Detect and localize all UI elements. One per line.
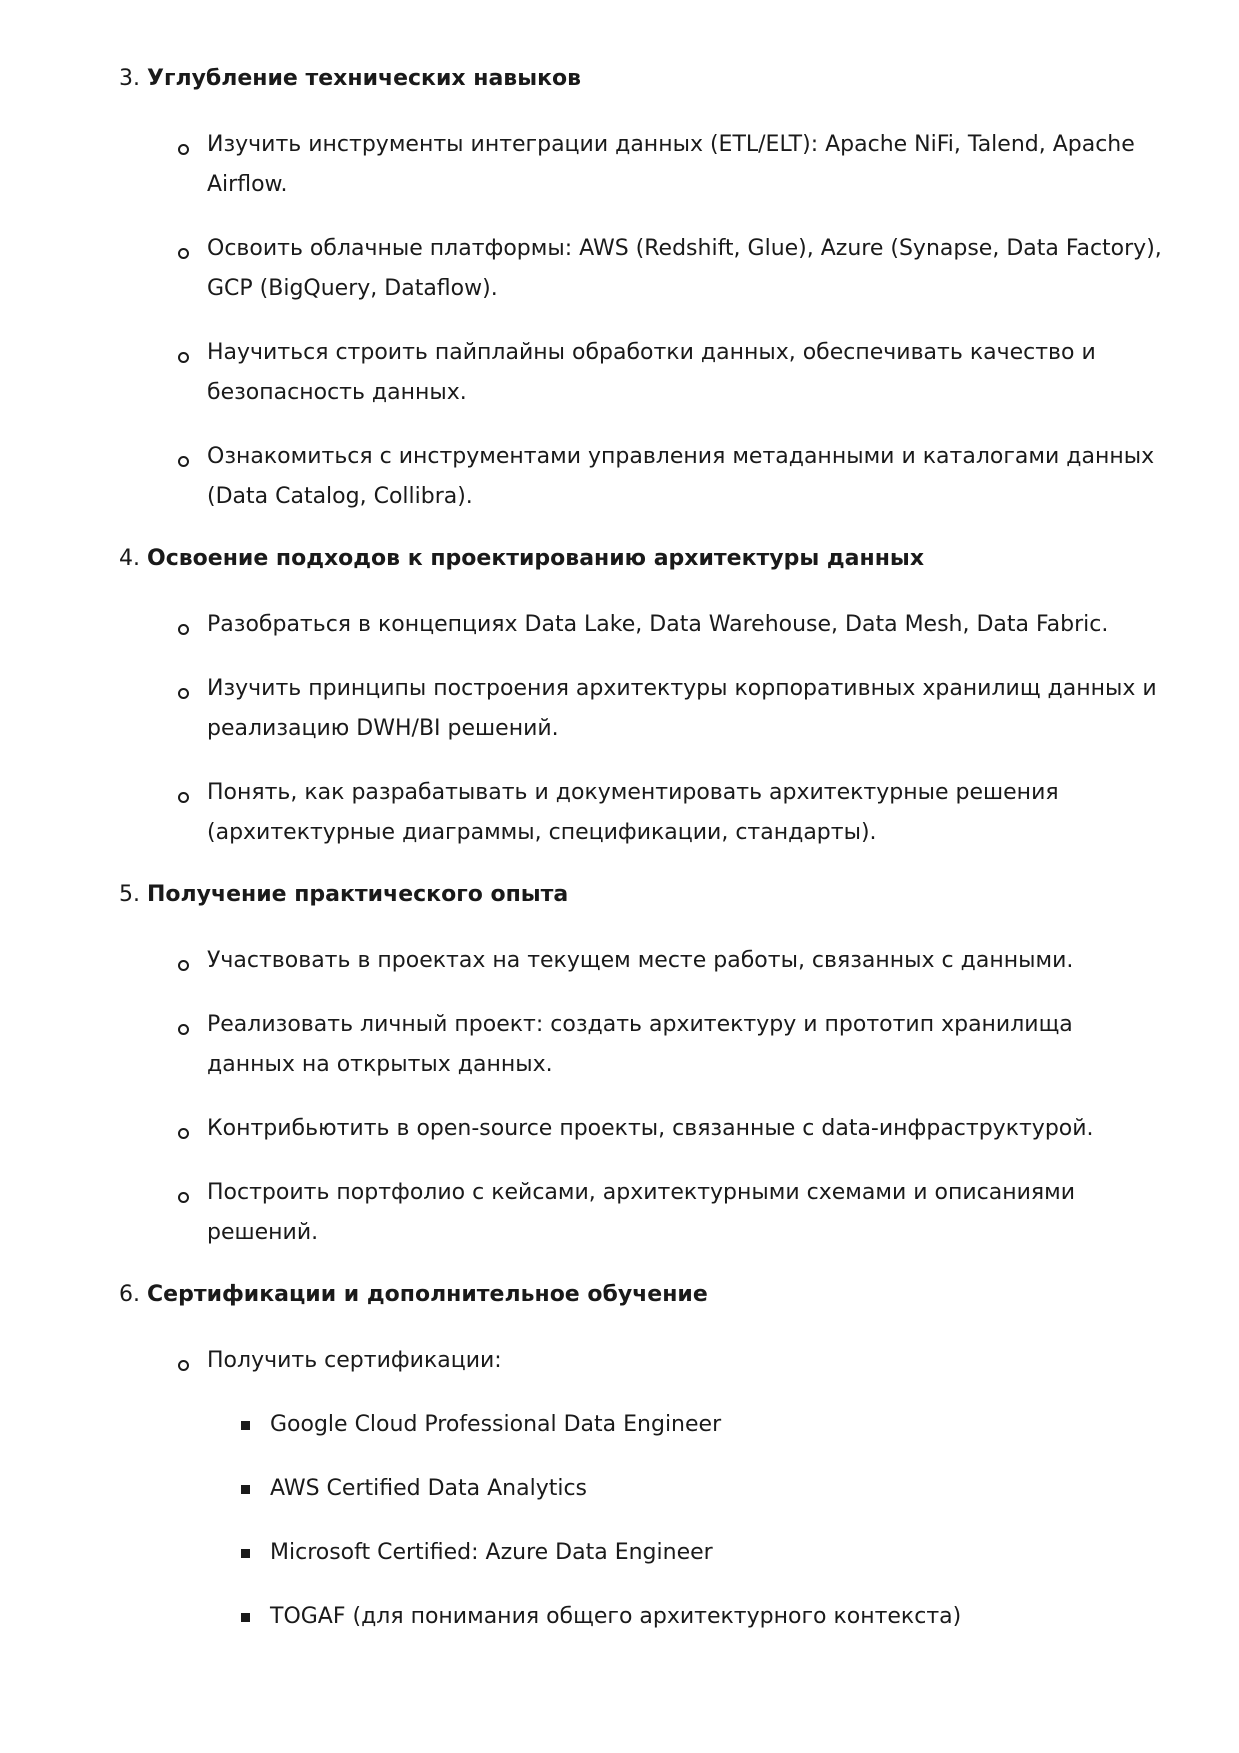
section-number: 6. xyxy=(119,1282,140,1307)
circle-bullet-icon xyxy=(178,1192,189,1203)
circle-bullet-icon xyxy=(178,248,189,259)
section-title: Получение практического опыта xyxy=(147,882,569,907)
circle-bullet-icon xyxy=(178,352,189,363)
list-item-text: Изучить инструменты интеграции данных (ETL/ELT): Apache NiFi, Talend, Apache Airflow. xyxy=(207,132,1135,197)
section-title: Сертификации и дополнительное обучение xyxy=(147,1282,708,1307)
circle-bullet-icon xyxy=(178,688,189,699)
list-item-text: Реализовать личный проект: создать архитектуру и прототип хранилища данных на открытых данных. xyxy=(207,1012,1073,1077)
section-title: Освоение подходов к проектированию архитектуры данных xyxy=(147,546,925,571)
list-item-text: Ознакомиться с инструментами управления метаданными и каталогами данных (Data Catalog, Collibra). xyxy=(207,444,1155,509)
square-bullet-icon xyxy=(241,1485,250,1494)
list-item-text: Понять, как разрабатывать и документировать архитектурные решения (архитектурные диаграммы, спецификации, стандарты). xyxy=(207,780,1059,845)
section-heading xyxy=(119,1275,708,1315)
section-number: 4. xyxy=(119,546,140,571)
circle-bullet-icon xyxy=(178,624,189,635)
circle-bullet-icon xyxy=(178,144,189,155)
sub-list-item-text: AWS Certified Data Analytics xyxy=(270,1476,588,1501)
section-title: Углубление технических навыков xyxy=(147,66,582,91)
list-item-text: Получить сертификации: xyxy=(207,1348,502,1373)
list-item-text: Построить портфолио с кейсами, архитектурными схемами и описаниями решений. xyxy=(207,1180,1076,1245)
circle-bullet-icon xyxy=(178,960,189,971)
section-heading xyxy=(119,539,924,579)
circle-bullet-icon xyxy=(178,792,189,803)
circle-bullet-icon xyxy=(178,456,189,467)
list-item-text: Контрибьютить в open-source проекты, связанные с data-инфраструктурой. xyxy=(207,1116,1094,1141)
sub-list-item-text: Microsoft Certified: Azure Data Engineer xyxy=(270,1540,713,1565)
circle-bullet-icon xyxy=(178,1024,189,1035)
list-item-text: Освоить облачные платформы: AWS (Redshift, Glue), Azure (Synapse, Data Factory), GCP (BigQuery, Dataflow). xyxy=(207,236,1162,301)
circle-bullet-icon xyxy=(178,1128,189,1139)
section-heading xyxy=(119,59,581,99)
square-bullet-icon xyxy=(241,1613,250,1622)
square-bullet-icon xyxy=(241,1549,250,1558)
sub-list-item-text: Google Cloud Professional Data Engineer xyxy=(270,1412,722,1437)
section-number: 3. xyxy=(119,66,140,91)
square-bullet-icon xyxy=(241,1421,250,1430)
sub-list-item-text: TOGAF (для понимания общего архитектурного контекста) xyxy=(270,1604,962,1629)
list-item-text: Научиться строить пайплайны обработки данных, обеспечивать качество и безопасность данных. xyxy=(207,340,1096,405)
list-item-text: Участвовать в проектах на текущем месте работы, связанных с данными. xyxy=(207,948,1074,973)
circle-bullet-icon xyxy=(178,1360,189,1371)
list-item-text: Изучить принципы построения архитектуры корпоративных хранилищ данных и реализацию DWH/BI решений. xyxy=(207,676,1157,741)
section-heading xyxy=(119,875,568,915)
section-number: 5. xyxy=(119,882,140,907)
list-item-text: Разобраться в концепциях Data Lake, Data Warehouse, Data Mesh, Data Fabric. xyxy=(207,612,1109,637)
